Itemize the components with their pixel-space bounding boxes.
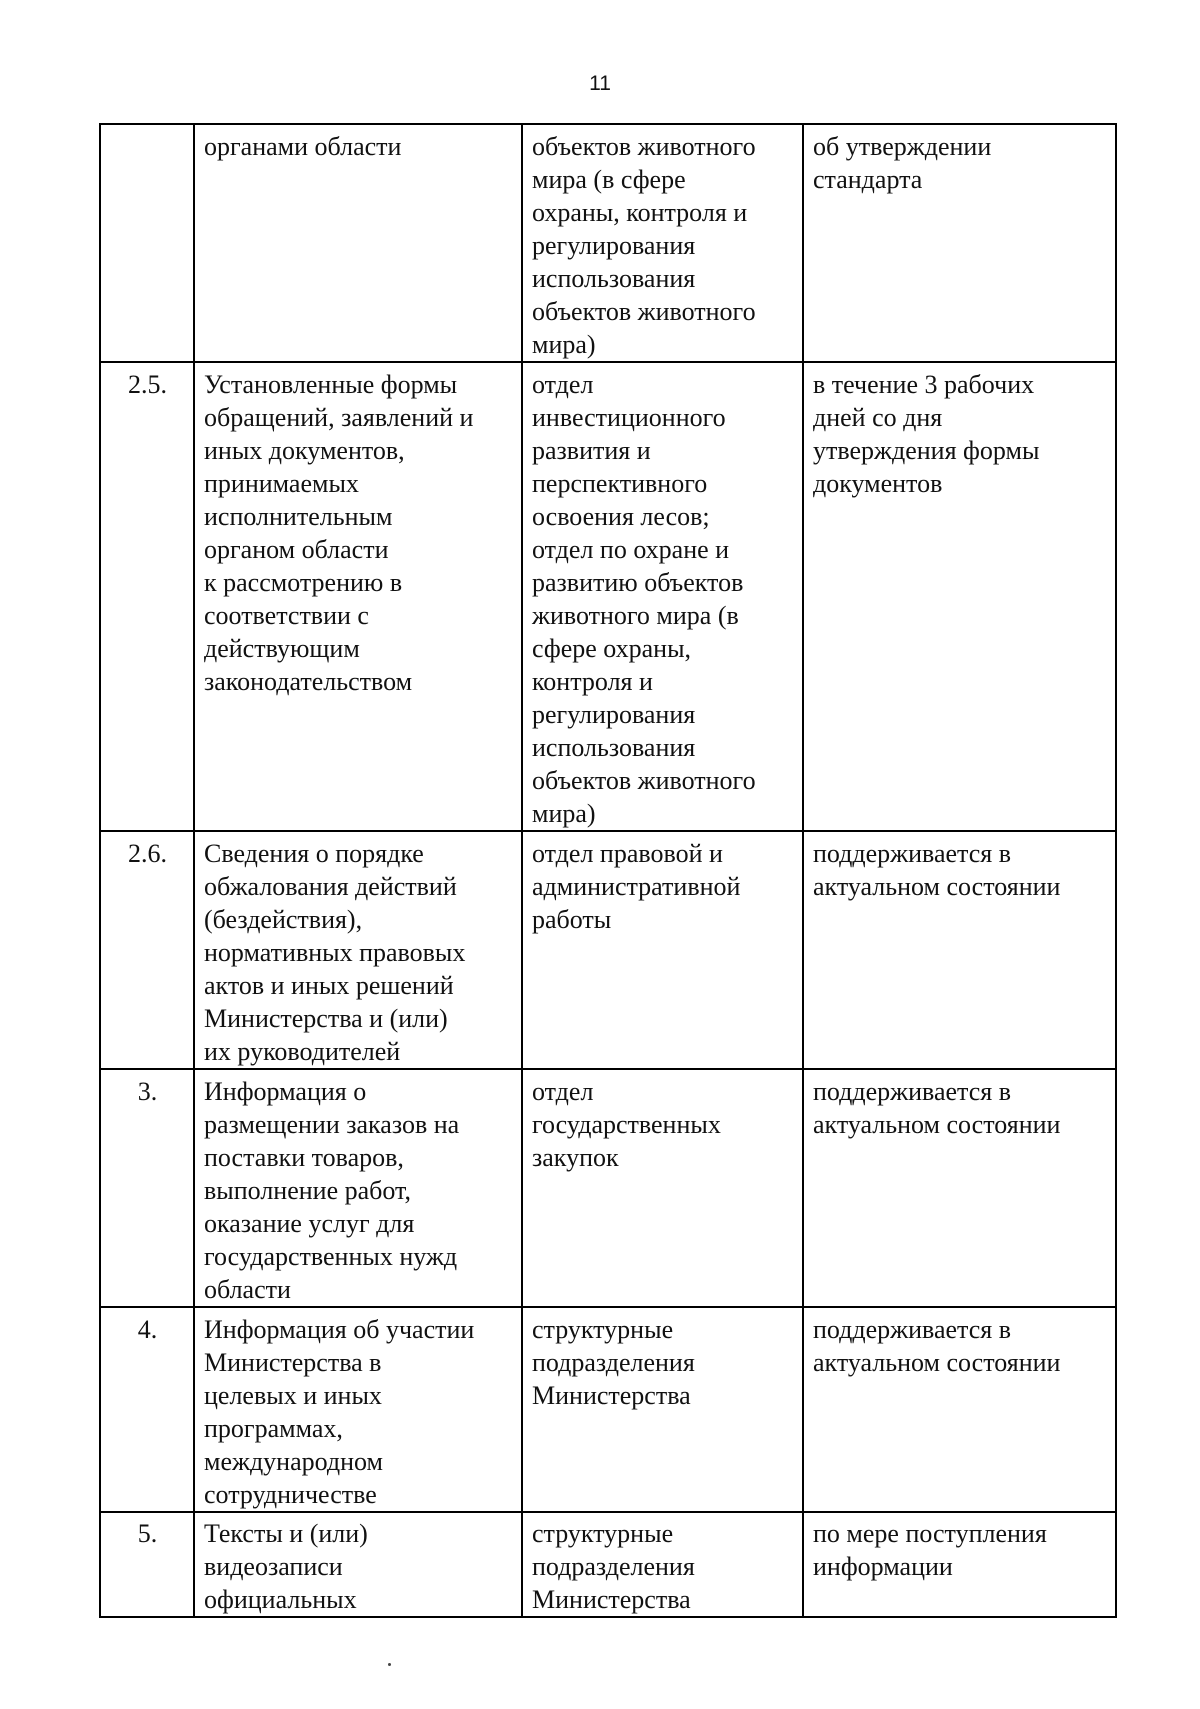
responsible-cell: отдел правовой и административной работы <box>522 831 803 1069</box>
deadline-cell: об утверждении стандарта <box>803 124 1116 362</box>
responsible-cell: отдел государственных закупок <box>522 1069 803 1307</box>
information-table <box>99 123 1117 1618</box>
information-cell: Тексты и (или) видеозаписи официальных <box>194 1512 522 1617</box>
row-number: 5. <box>100 1512 194 1617</box>
information-cell: Установленные формы обращений, заявлений и иных документов, принимаемых исполнительным органом области к рассмотрению в соответствии с действующим законодательством <box>194 362 522 831</box>
responsible-cell: отдел инвестиционного развития и перспективного освоения лесов; отдел по охране и развитию объектов животного мира (в сфере охраны, контроля и регулирования использования объектов животного мира) <box>522 362 803 831</box>
table-row <box>100 831 1116 1069</box>
table-row <box>100 1307 1116 1512</box>
deadline-cell: по мере поступления информации <box>803 1512 1116 1617</box>
information-cell: Сведения о порядке обжалования действий (бездействия), нормативных правовых актов и иных решений Министерства и (или) их руководителей <box>194 831 522 1069</box>
deadline-cell: поддерживается в актуальном состоянии <box>803 831 1116 1069</box>
scan-speck <box>388 1663 391 1666</box>
table-row <box>100 1512 1116 1617</box>
responsible-cell: структурные подразделения Министерства <box>522 1512 803 1617</box>
row-number: 2.6. <box>100 831 194 1069</box>
deadline-cell: поддерживается в актуальном состоянии <box>803 1307 1116 1512</box>
information-cell: Информация об участии Министерства в целевых и иных программах, международном сотрудничестве <box>194 1307 522 1512</box>
table-row <box>100 124 1116 362</box>
responsible-cell: объектов животного мира (в сфере охраны, контроля и регулирования использования объектов животного мира) <box>522 124 803 362</box>
information-cell: Информация о размещении заказов на поставки товаров, выполнение работ, оказание услуг для государственных нужд области <box>194 1069 522 1307</box>
row-number: 3. <box>100 1069 194 1307</box>
table-row <box>100 362 1116 831</box>
row-number <box>100 124 194 362</box>
responsible-cell: структурные подразделения Министерства <box>522 1307 803 1512</box>
deadline-cell: в течение 3 рабочих дней со дня утверждения формы документов <box>803 362 1116 831</box>
row-number: 2.5. <box>100 362 194 831</box>
information-cell: органами области <box>194 124 522 362</box>
deadline-cell: поддерживается в актуальном состоянии <box>803 1069 1116 1307</box>
table-row <box>100 1069 1116 1307</box>
page-number: 11 <box>589 72 611 95</box>
row-number: 4. <box>100 1307 194 1512</box>
